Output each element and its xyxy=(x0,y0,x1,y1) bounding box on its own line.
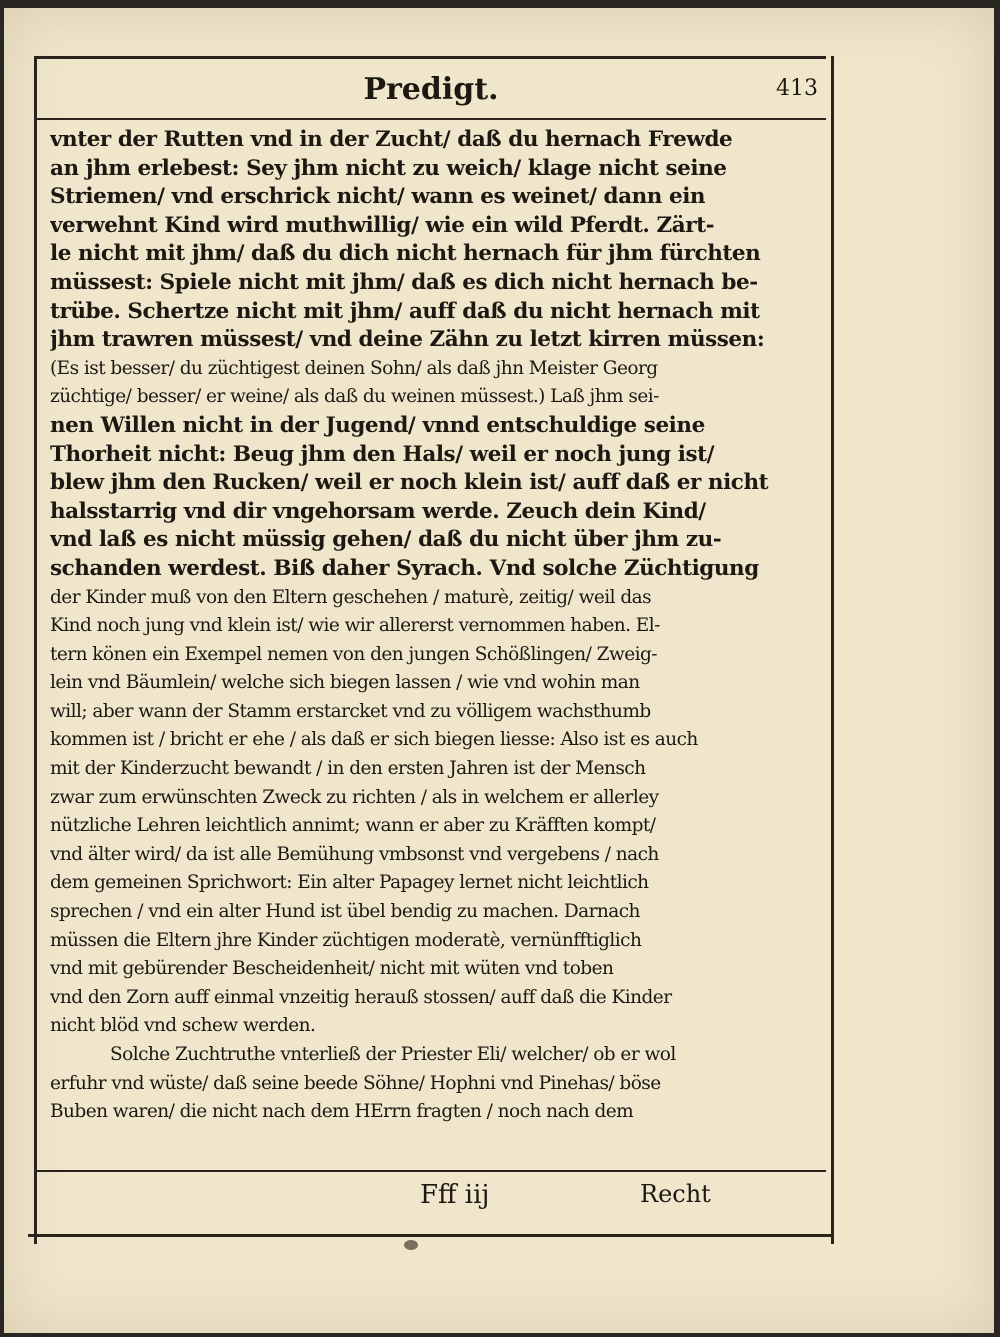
text-line: nen Willen nicht in der Jugend/ vnnd entschuldige seine xyxy=(50,412,705,438)
bottom-rule xyxy=(28,1234,834,1237)
text-line: müssest: Spiele nicht mit jhm/ daß es dich nicht hernach be- xyxy=(50,269,758,295)
running-title: Predigt. xyxy=(363,72,499,107)
text-line: trübe. Schertze nicht mit jhm/ auff daß du nicht hernach mit xyxy=(50,298,760,324)
text-line: vnd älter wird/ da ist alle Bemühung vmbsonst vnd vergebens / nach xyxy=(50,843,659,865)
text-line: jhm trawren müssest/ vnd deine Zähn zu letzt kirren müssen: xyxy=(50,327,765,353)
ink-blot-icon xyxy=(404,1240,418,1250)
text-line: le nicht mit jhm/ daß du dich nicht hernach für jhm fürchten xyxy=(50,241,761,267)
top-rule xyxy=(36,56,826,59)
text-line: tern könen ein Exempel nemen von den jungen Schößlingen/ Zweig- xyxy=(50,643,657,665)
text-line: vnd den Zorn auff einmal vnzeitig herauß stossen/ auff daß die Kinder xyxy=(50,986,672,1008)
catchword: Recht xyxy=(640,1180,711,1208)
text-line: schanden werdest. Biß daher Syrach. Vnd solche Züchtigung xyxy=(50,555,759,581)
text-line: nützliche Lehren leichtlich annimt; wann er aber zu Kräfften kompt/ xyxy=(50,815,656,837)
text-line: mit der Kinderzucht bewandt / in den ersten Jahren ist der Mensch xyxy=(50,758,646,780)
text-line: dem gemeinen Sprichwort: Ein alter Papagey lernet nicht leichtlich xyxy=(50,872,649,894)
signature-mark: Fff iij xyxy=(420,1180,490,1210)
page-number: 413 xyxy=(776,76,818,101)
text-line: sprechen / vnd ein alter Hund ist übel bendig zu machen. Darnach xyxy=(50,901,640,923)
text-line: erfuhr vnd wüste/ daß seine beede Söhne/ Hophni vnd Pinehas/ böse xyxy=(50,1072,661,1094)
text-line: Striemen/ vnd erschrick nicht/ wann es weinet/ dann ein xyxy=(50,184,706,210)
text-line: Buben waren/ die nicht nach dem HErrn fragten / noch nach dem xyxy=(50,1101,634,1123)
body-text xyxy=(50,126,810,1127)
text-line: der Kinder muß von den Eltern geschehen / maturè, zeitig/ weil das xyxy=(50,586,652,608)
header-rule xyxy=(36,118,826,120)
text-line: halsstarrig vnd dir vngehorsam werde. Zeuch dein Kind/ xyxy=(50,498,706,524)
text-line: vnd mit gebürender Bescheidenheit/ nicht mit wüten vnd toben xyxy=(50,958,614,980)
text-line: verwehnt Kind wird muthwillig/ wie ein wild Pferdt. Zärt- xyxy=(50,212,715,238)
text-line: Kind noch jung vnd klein ist/ wie wir allererst vernommen haben. El- xyxy=(50,615,660,637)
text-line: zwar zum erwünschten Zweck zu richten / als in welchem er allerley xyxy=(50,786,659,808)
text-line: lein vnd Bäumlein/ welche sich biegen lassen / wie vnd wohin man xyxy=(50,672,640,694)
paragraph-start-line: Solche Zuchtruthe vnterließ der Priester Eli/ welcher/ ob er wol xyxy=(110,1044,676,1065)
text-line: will; aber wann der Stamm erstarcket vnd zu völligem wachsthumb xyxy=(50,700,651,722)
text-line: Thorheit nicht: Beug jhm den Hals/ weil er noch jung ist/ xyxy=(50,441,715,467)
text-line: nicht blöd vnd schew werden. xyxy=(50,1015,316,1037)
text-line: kommen ist / bricht er ehe / als daß er sich biegen liesse: Also ist es auch xyxy=(50,729,698,751)
footer-rule xyxy=(36,1170,826,1172)
text-line: müssen die Eltern jhre Kinder züchtigen moderatè, vernünfftiglich xyxy=(50,929,642,951)
text-line: an jhm erlebest: Sey jhm nicht zu weich/ klage nicht seine xyxy=(50,155,727,181)
text-line: vnd laß es nicht müssig gehen/ daß du nicht über jhm zu- xyxy=(50,527,722,553)
text-line: blew jhm den Rucken/ weil er noch klein ist/ auff daß er nicht xyxy=(50,470,769,496)
text-line: züchtige/ besser/ er weine/ als daß du weinen müssest.) Laß jhm sei- xyxy=(50,386,659,408)
text-line: (Es ist besser/ du züchtigest deinen Sohn/ als daß jhn Meister Georg xyxy=(50,357,658,379)
text-line: vnter der Rutten vnd in der Zucht/ daß du hernach Frewde xyxy=(50,127,733,152)
